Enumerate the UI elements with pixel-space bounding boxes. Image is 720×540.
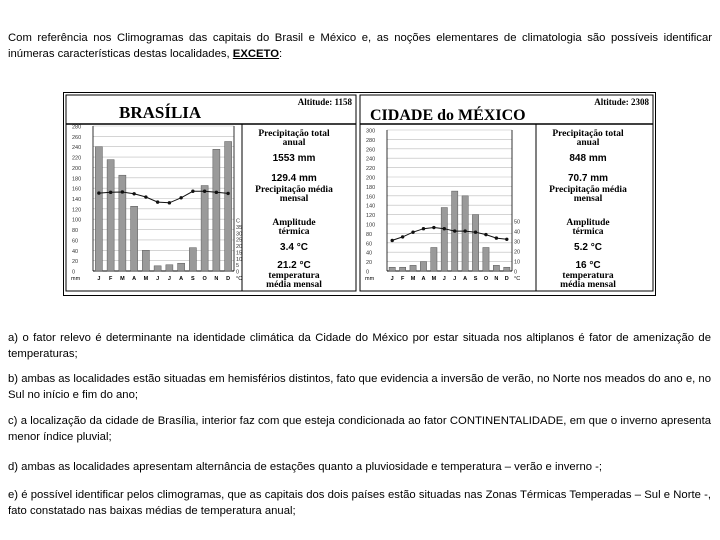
chart1-xtick: A <box>179 276 184 282</box>
chart1-precip-total-label-line1: Precipitação total <box>258 129 330 139</box>
chart2-temp-point <box>453 229 456 232</box>
chart2-ytick-left: 100 <box>366 222 376 229</box>
chart1-ytick-left: 40 <box>72 248 79 255</box>
chart2-ytick-right: 50 <box>514 219 521 226</box>
chart2-ytick-left: 40 <box>366 250 373 257</box>
chart1-ytick-right: 5 <box>236 263 240 270</box>
chart2-bar <box>389 267 395 271</box>
chart2-ytick-left: 300 <box>366 128 376 135</box>
chart2-ytick-left: 200 <box>366 175 376 182</box>
chart2-ytick-left: 240 <box>366 156 376 163</box>
chart2-precip-total-label-line2: anual <box>576 138 600 148</box>
option-a[interactable]: a) o fator relevo é determinante na identidade climática da Cidade do México por estar situada nos altiplanos é fator de amenização de temperaturas; <box>8 332 711 360</box>
chart2-temp-point <box>463 229 466 232</box>
chart2-temp-point <box>432 226 435 229</box>
chart2-bar <box>441 208 447 271</box>
intro-text: Com referência nos Climogramas das capitais do Brasil e México e, as noções elementares de climatologia são possíveis identificar inúmeras características destas localidades, <box>8 32 712 60</box>
chart2-xaxis-left-label: mm <box>365 276 375 282</box>
chart1-ytick-left: 80 <box>72 228 79 235</box>
chart2-amplitude-label-line2: térmica <box>572 227 604 237</box>
chart1-ytick-left: 280 <box>72 124 82 131</box>
chart1-bar <box>189 248 196 271</box>
chart1-xtick: F <box>108 276 113 282</box>
chart1-amplitude-value: 3.4 °C <box>280 242 308 253</box>
climograms-figure <box>63 92 656 296</box>
chart1-xtick: D <box>226 276 231 282</box>
chart2-xtick: F <box>400 276 405 282</box>
chart2-xtick: M <box>410 276 416 282</box>
chart1-bar <box>213 149 220 271</box>
chart1-precip-mean-label-line1: Precipitação média <box>255 185 333 195</box>
chart1-xtick: J <box>97 276 101 282</box>
chart1-temp-point <box>97 191 100 194</box>
chart1-bar <box>166 265 173 271</box>
chart1-ytick-right: 30 <box>236 231 243 238</box>
chart1-ytick-left: 180 <box>72 176 82 183</box>
chart2-xtick: A <box>421 276 426 282</box>
chart2-temp-point <box>474 231 477 234</box>
chart1-temp-point <box>179 196 182 199</box>
intro-tail: : <box>279 48 283 60</box>
chart2-amplitude-value: 5.2 °C <box>574 242 602 253</box>
chart2-xtick: O <box>483 276 489 282</box>
chart2-precip-mean-value: 70.7 mm <box>567 173 609 184</box>
chart1-amplitude-label-line2: térmica <box>278 227 310 237</box>
chart2-bar <box>504 267 510 271</box>
chart1-precip-mean-value: 129.4 mm <box>271 173 317 184</box>
chart1-precip-total-label-line2: anual <box>282 138 306 148</box>
chart1-temp-point <box>121 190 124 193</box>
chart2-ytick-left: 280 <box>366 137 376 144</box>
chart1-ytick-left: 260 <box>72 134 82 141</box>
chart1-title: BRASÍLIA <box>119 103 202 122</box>
chart1-precip-total-value: 1553 mm <box>272 153 316 164</box>
chart2-temp-point <box>443 227 446 230</box>
chart2-ytick-left: 160 <box>366 194 376 201</box>
chart1-temp-point <box>132 192 135 195</box>
chart1-amplitude-label-line1: Amplitude <box>272 218 316 228</box>
chart2-ytick-right: 0 <box>514 269 518 276</box>
chart2-ytick-left: 120 <box>366 213 376 220</box>
chart1-ytick-right: 25 <box>236 237 243 244</box>
chart1-temp-point <box>203 190 206 193</box>
chart2-temp-point <box>495 236 498 239</box>
chart2-altitude: Altitude: 2308 <box>594 97 649 107</box>
chart1-temp-mean-value: 21.2 °C <box>277 260 311 271</box>
chart2-xtick: N <box>494 276 499 282</box>
chart1-bar <box>107 160 114 271</box>
chart1-xtick: J <box>167 276 171 282</box>
chart2-xaxis-right-label: °C <box>514 276 521 282</box>
chart1-ytick-left: 220 <box>72 155 82 162</box>
chart2-temp-point <box>484 233 487 236</box>
chart1-ytick-right: 15 <box>236 250 243 257</box>
chart2-bar <box>400 267 406 271</box>
chart1-bar <box>154 266 161 271</box>
chart2-ytick-left: 260 <box>366 147 376 154</box>
chart1-ytick-left: 160 <box>72 186 82 193</box>
chart1-bar <box>119 175 126 271</box>
chart1-temp-point <box>156 200 159 203</box>
chart2-temp-mean-value: 16 °C <box>575 260 601 271</box>
chart1-bar <box>131 206 138 271</box>
chart2-ytick-right: 20 <box>514 249 521 256</box>
option-b[interactable]: b) ambas as localidades estão situadas em hemisférios distintos, fato que evidencia a inversão de verão, no Norte nos meados do ano e, no Sul no início e fim do ano; <box>8 373 711 401</box>
chart1-bar <box>178 263 185 271</box>
chart1-xtick: A <box>132 276 137 282</box>
chart2-ytick-left: 60 <box>366 241 373 248</box>
chart2-xtick: D <box>504 276 509 282</box>
chart2-temp-mean-label-line1: temperatura <box>562 271 614 281</box>
chart2-xtick: M <box>431 276 437 282</box>
chart2-precip-mean-label-line2: mensal <box>573 194 603 204</box>
chart1-bar <box>142 250 149 271</box>
chart1-ytick-right: 10 <box>236 256 243 263</box>
chart2-ytick-right: 10 <box>514 259 521 266</box>
chart2-temp-point <box>505 238 508 241</box>
chart1-xaxis-left-label: mm <box>71 276 81 282</box>
chart2-temp-point <box>422 227 425 230</box>
chart1-altitude: Altitude: 1158 <box>297 97 352 107</box>
chart2-temp-point <box>411 231 414 234</box>
chart1-ytick-left: 240 <box>72 145 82 152</box>
question-intro <box>8 30 712 62</box>
chart1-ytick-left: 0 <box>72 269 76 276</box>
chart1-ytick-left: 20 <box>72 259 79 266</box>
chart2-xtick: J <box>390 276 394 282</box>
option-c[interactable]: c) a localização da cidade de Brasília, interior faz com que esteja condicionada ao fator CONTINENTALIDADE, em que o inverno apresenta menor índice pluvial; <box>8 415 711 443</box>
chart1-ytick-left: 120 <box>72 207 82 214</box>
chart2-ytick-right: 40 <box>514 229 521 236</box>
chart1-ytick-right: 35 <box>236 224 243 231</box>
chart1-precip-mean-label-line2: mensal <box>279 194 309 204</box>
option-d[interactable]: d) ambas as localidades apresentam alternância de estações quanto a pluviosidade e temperatura – verão e inverno -; <box>8 461 603 473</box>
chart2-temp-point <box>401 235 404 238</box>
chart2-xtick: S <box>473 276 478 282</box>
climograms-svg <box>64 93 655 295</box>
chart1-temp-mean-label-line2: média mensal <box>266 280 322 290</box>
chart2-xtick: A <box>463 276 468 282</box>
chart2-ytick-left: 220 <box>366 166 376 173</box>
chart1-bar <box>201 186 208 271</box>
chart1-temp-point <box>215 191 218 194</box>
chart1-ytick-left: 140 <box>72 197 82 203</box>
chart1-ytick-right: C <box>236 218 240 225</box>
chart1-temp-point <box>226 192 229 195</box>
chart2-precip-total-value: 848 mm <box>569 153 607 164</box>
chart1-xtick: M <box>120 276 125 282</box>
chart2-bar <box>431 248 437 272</box>
chart2-precip-total-label-line1: Precipitação total <box>552 129 624 139</box>
chart1-xaxis-right-label: °C <box>236 276 243 282</box>
chart2-ytick-left: 140 <box>366 203 376 210</box>
chart2-title: CIDADE do MÉXICO <box>370 107 526 124</box>
chart1-temp-point <box>191 190 194 193</box>
chart1-temp-point <box>168 201 171 204</box>
chart1-ytick-right: 20 <box>236 244 243 250</box>
chart1-xtick: M <box>143 276 149 282</box>
chart2-bar <box>420 262 426 271</box>
chart1-xtick: J <box>156 276 160 282</box>
chart1-xtick: S <box>191 276 195 282</box>
chart2-bar <box>410 265 416 271</box>
chart1-bar <box>225 142 232 271</box>
exception-word: EXCETO <box>232 48 280 60</box>
chart1-temp-point <box>109 191 112 194</box>
chart2-xtick: J <box>453 276 457 282</box>
chart1-bar <box>95 147 102 271</box>
chart1-temp-mean-label-line1: temperatura <box>268 271 320 281</box>
chart2-ytick-left: 80 <box>366 231 373 238</box>
chart1-xtick: O <box>202 276 207 282</box>
chart1-ytick-right: 0 <box>236 269 240 276</box>
chart2-temp-mean-label-line2: média mensal <box>560 280 616 290</box>
chart2-xtick: J <box>442 276 446 282</box>
chart1-xtick: N <box>214 276 219 282</box>
chart2-bar <box>472 215 478 271</box>
chart2-temp-point <box>391 239 394 242</box>
chart1-ytick-left: 60 <box>72 238 79 245</box>
chart2-amplitude-label-line1: Amplitude <box>566 218 610 228</box>
chart2-ytick-right: 30 <box>514 239 521 246</box>
chart2-ytick-left: 20 <box>366 260 373 267</box>
chart2-ytick-left: 0 <box>366 269 370 276</box>
chart1-ytick-left: 100 <box>72 217 82 224</box>
option-e[interactable]: e) é possível identificar pelos climogramas, que as capitais dos dois países estão situadas nas Zonas Térmicas Temperadas – Sul e Norte -, fato constatado nas baixas médias de temperatura anual; <box>8 489 711 517</box>
chart1-ytick-left: 200 <box>72 165 82 172</box>
chart2-bar <box>462 196 468 271</box>
chart2-ytick-left: 180 <box>366 184 376 191</box>
chart2-bar <box>493 265 499 271</box>
chart2-precip-mean-label-line1: Precipitação média <box>549 185 627 195</box>
chart1-temp-point <box>144 195 147 198</box>
chart2-bar <box>483 248 489 272</box>
